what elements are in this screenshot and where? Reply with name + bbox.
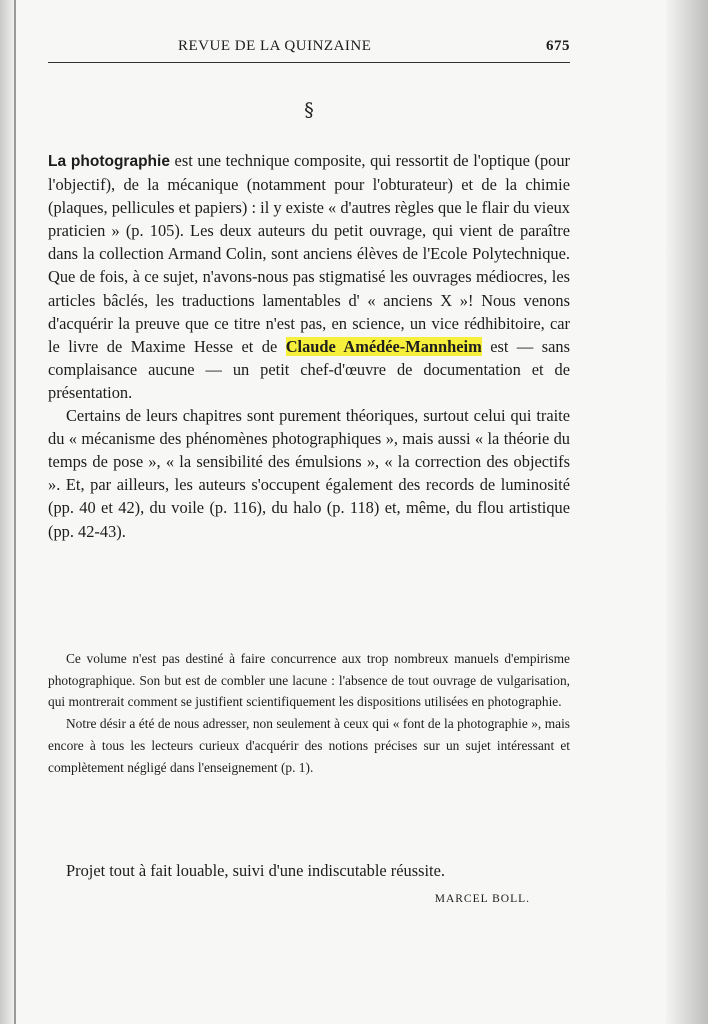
quote-paragraph-1: Ce volume n'est pas destiné à faire concurrence aux trop nombreux manuels d'empirisme photographique. Son but est de combler une lacune : l'absence de tout ouvrage de vulgarisation, qui montrerait comment se justifient scientifiquement les dispositions utilisées en photographie. bbox=[48, 651, 570, 710]
running-header bbox=[48, 38, 570, 58]
scan-left-edge bbox=[0, 0, 14, 1024]
quoted-passage bbox=[48, 648, 570, 778]
closing-paragraph: Projet tout à fait louable, suivi d'une indiscutable réussite. bbox=[66, 861, 445, 881]
scan-binding-line bbox=[14, 0, 16, 1024]
section-mark: § bbox=[304, 99, 314, 121]
scan-right-edge bbox=[666, 0, 708, 1024]
page-number: 675 bbox=[546, 38, 570, 54]
highlighted-name: Claude Amédée-Mannheim bbox=[285, 336, 482, 356]
article-body bbox=[48, 149, 570, 543]
paragraph-1 bbox=[48, 149, 570, 404]
header-rule bbox=[48, 62, 570, 63]
quote-paragraph-2: Notre désir a été de nous adresser, non seulement à ceux qui « font de la photographie », mais encore à tous les lecteurs curieux d'acquérir des notions précises sur un sujet intéressant et complètement négligé dans l'enseignement (p. 1). bbox=[48, 716, 570, 775]
lead-phrase: La photographie bbox=[48, 153, 170, 170]
journal-title: REVUE DE LA QUINZAINE bbox=[178, 38, 372, 54]
author-signature: MARCEL BOLL. bbox=[434, 893, 530, 905]
paragraph-1-text-b: est — sans complaisance aucune — un petit chef-d'œuvre de documentation et de présentation. bbox=[48, 336, 570, 402]
paragraph-1-text-a: est une technique composite, qui ressortit de l'optique (pour l'objectif), de la mécanique (notamment pour l'obturateur) et de la chimie (plaques, pellicules et papiers) : il y existe « d'autres règles que le flair du vieux praticien » (p. 105). Les deux auteurs du petit ouvrage, qui vient de paraître dans la collection Armand Colin, sont anciens élèves de l'Ecole Polytechnique. Que de fois, à ce sujet, n'avons-nous pas stigmatisé les ouvrages médiocres, les articles bâclés, les traductions lamentables d' « anciens X »! Nous venons d'acquérir la preuve que ce titre n'est pas, en science, un vice rédhibitoire, car le livre de Maxime Hesse et de bbox=[48, 151, 570, 356]
paragraph-2: Certains de leurs chapitres sont purement théoriques, surtout celui qui traite du « mécanisme des phénomènes photographiques », mais aussi « la théorie du temps de pose », « la sensibilité des émulsions », « la correction des objectifs ». Et, par ailleurs, les auteurs s'occupent également des records de luminosité (pp. 40 et 42), du voile (p. 116), du halo (p. 118) et, même, du flou artistique (pp. 42-43). bbox=[48, 406, 570, 541]
document-page bbox=[48, 0, 570, 1024]
